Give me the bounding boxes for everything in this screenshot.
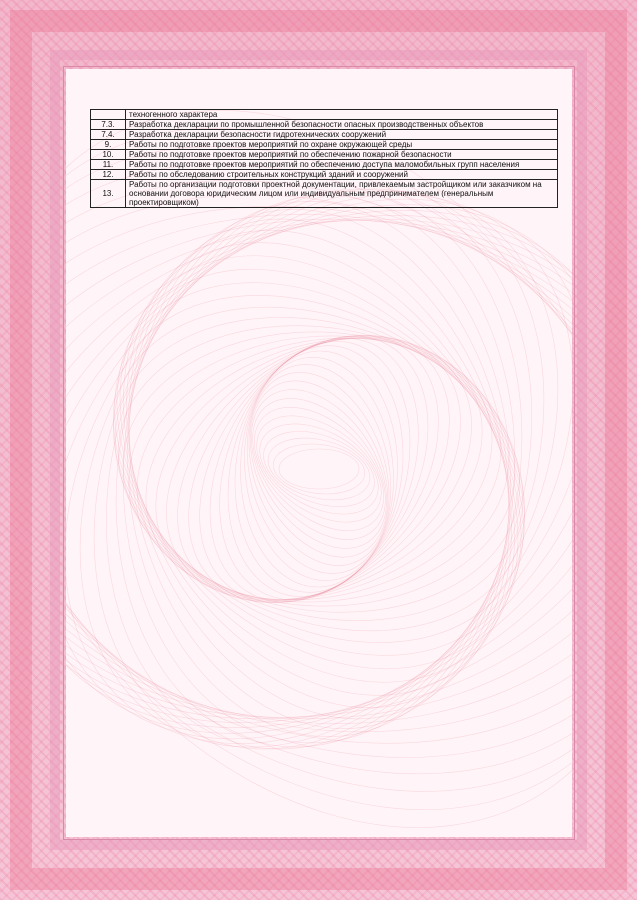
guilloche-ring [73,159,564,780]
guilloche-ring [279,449,359,489]
guilloche-ring [66,202,572,737]
guilloche-ring [224,353,415,585]
guilloche-ring [66,105,572,834]
row-number: 10. [91,150,126,160]
guilloche-ring [66,247,572,691]
row-text: Работы по подготовке проектов мероприятий по обеспечению доступа маломобильных групп населения [126,160,558,170]
guilloche-ring [66,167,572,770]
guilloche-ring [66,206,572,733]
table-row [91,140,558,150]
guilloche-ring [201,321,437,617]
table-row [91,170,558,180]
row-number [91,110,126,120]
guilloche-ring [66,106,572,831]
guilloche-ring [270,439,367,499]
table-row [91,130,558,140]
guilloche-ring [97,298,540,641]
guilloche-ring [86,176,552,762]
guilloche-ring [220,335,419,604]
row-text: Работы по обследованию строительных конструкций зданий и сооружений [126,170,558,180]
guilloche-ring [126,282,513,656]
activities-table [90,109,558,208]
row-text: Работы по подготовке проектов мероприятий по обеспечению пожарной безопасности [126,150,558,160]
guilloche-ring [66,141,572,796]
table-row [91,110,558,120]
row-text: Разработка декларации безопасности гидротехнических сооружений [126,130,558,140]
guilloche-ring [66,191,572,747]
document-body [90,109,558,208]
guilloche-ring [166,298,472,640]
row-text: Работы по организации подготовки проектной документации, привлекаемым застройщиком или заказчиком на основании договора юридическим лицом или индивидуальным предпринимателем (генеральным проектировщиком) [126,180,558,208]
row-number: 7.4. [91,130,126,140]
table-row [91,160,558,170]
row-number: 7.3. [91,120,126,130]
guilloche-ring [112,287,526,652]
row-text: техногенного характера [126,110,558,120]
guilloche-ring [66,120,572,818]
guilloche-ring [112,306,525,633]
guilloche-ring [66,178,572,760]
table-row [91,150,558,160]
guilloche-ring [237,394,400,544]
guilloche-ring [118,320,520,617]
guilloche-ring [66,225,572,713]
row-number: 12. [91,170,126,180]
row-text: Работы по подготовке проектов мероприятий по охране окружающей среды [126,140,558,150]
guilloche-ring [118,325,519,613]
row-number: 9. [91,140,126,150]
guilloche-ring [227,350,410,588]
row-text: Разработка декларации по промышленной безопасности опасных производственных объектов [126,120,558,130]
guilloche-ring [253,417,385,521]
table-row [91,180,558,208]
guilloche-ring [66,170,572,767]
row-number: 13. [91,180,126,208]
row-number: 11. [91,160,126,170]
guilloche-ring [66,136,572,803]
table-row [91,120,558,130]
guilloche-ring [117,283,520,656]
guilloche-ring [231,383,407,555]
guilloche-ring [234,350,405,588]
